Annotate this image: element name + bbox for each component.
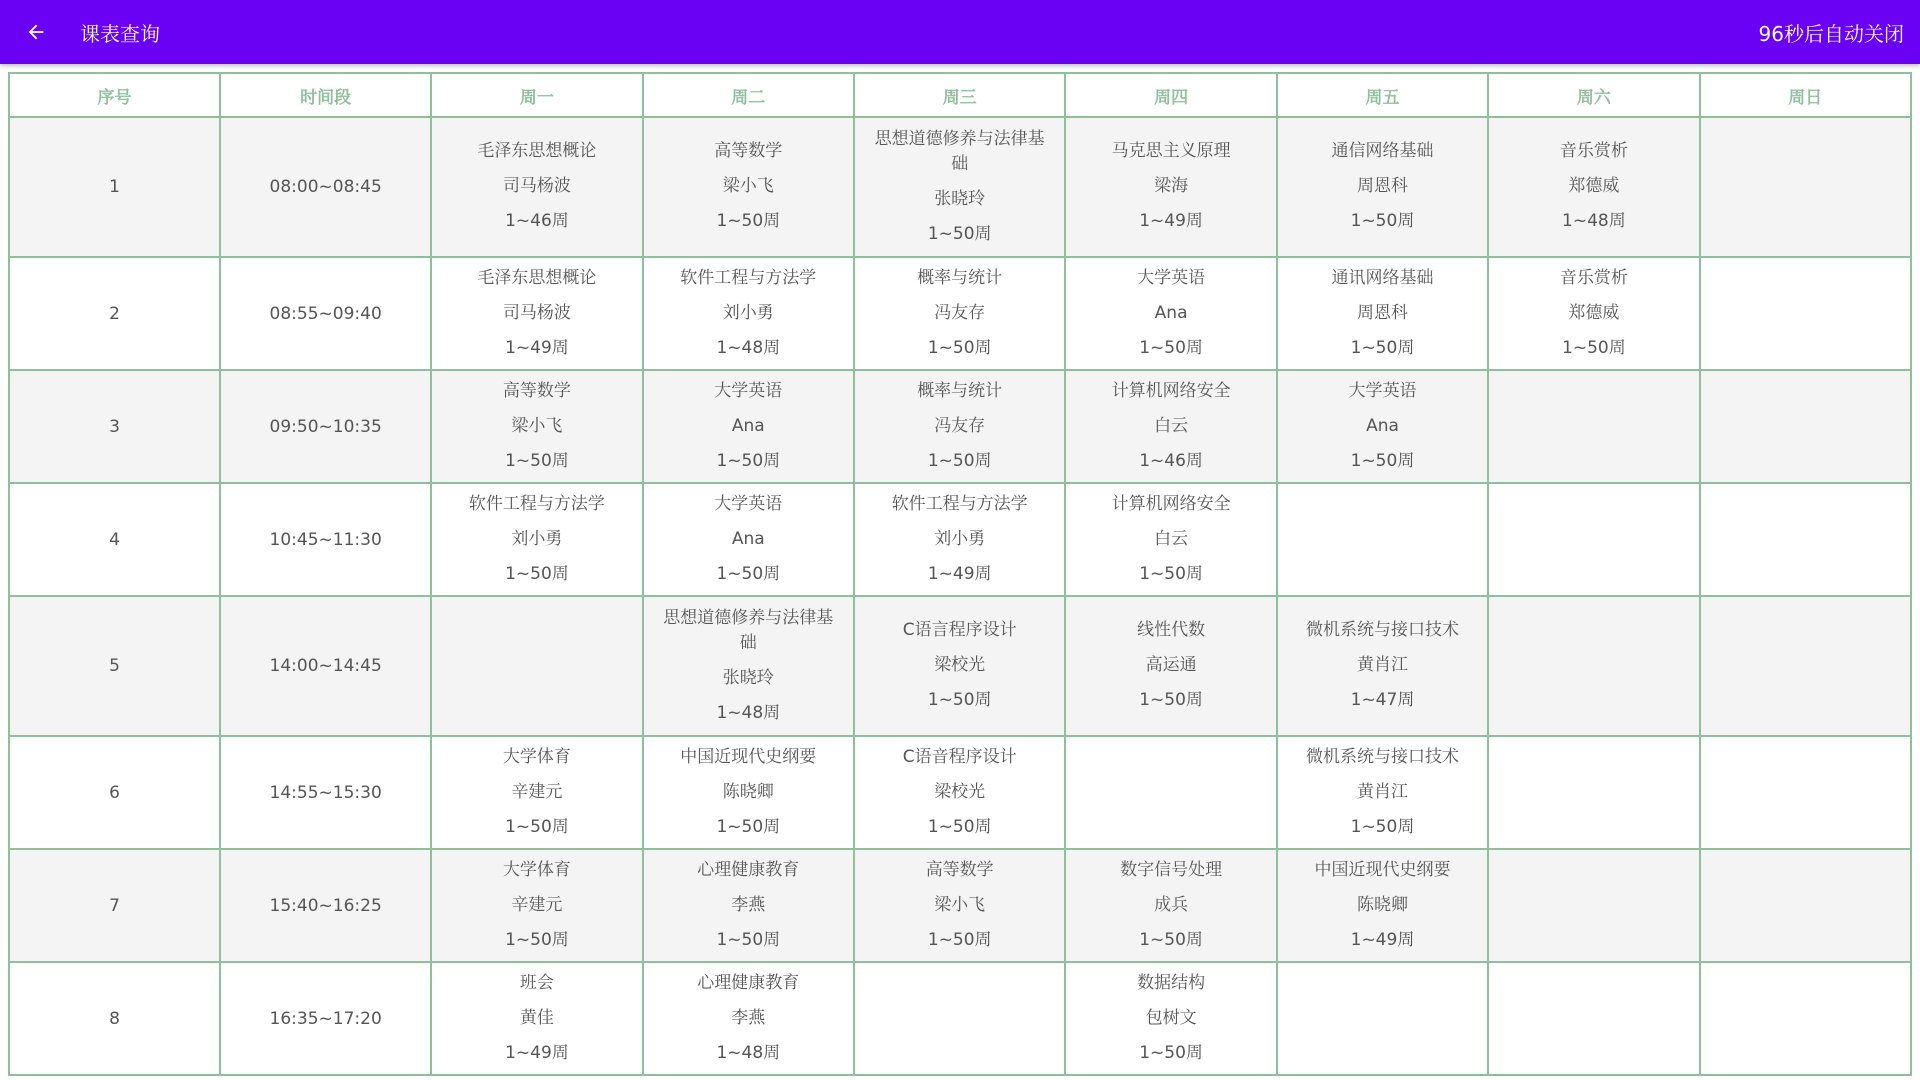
course-name: 思想道德修养与法律基础 <box>663 607 834 653</box>
course-cell-mon[interactable] <box>431 962 642 1075</box>
course-teacher: 司马杨波 <box>502 176 571 196</box>
period-time: 08:00~08:45 <box>220 117 431 257</box>
period-index: 3 <box>9 370 220 483</box>
course-weeks: 1~50周 <box>1139 1042 1203 1063</box>
period-time: 14:55~15:30 <box>220 736 431 849</box>
course-teacher: 李燕 <box>731 1007 766 1028</box>
course-name: 微机系统与接口技术 <box>1305 620 1459 640</box>
course-name: 班会 <box>519 972 554 993</box>
course-weeks: 1~48周 <box>716 1042 781 1063</box>
course-weeks: 1~50周 <box>927 450 992 471</box>
course-cell-tue[interactable] <box>643 962 854 1075</box>
course-teacher: 梁小飞 <box>722 176 774 196</box>
column-header-wed: 周三 <box>854 73 1065 117</box>
course-cell-mon[interactable] <box>431 370 642 483</box>
course-name: C语音程序设计 <box>902 746 1017 767</box>
course-teacher: 白云 <box>1154 415 1189 436</box>
course-weeks: 1~50周 <box>1350 337 1415 358</box>
course-cell-tue[interactable] <box>643 849 854 962</box>
course-name: 音乐赏析 <box>1559 141 1628 161</box>
course-cell-fri[interactable] <box>1277 257 1488 370</box>
course-cell-fri[interactable] <box>1277 370 1488 483</box>
course-weeks: 1~50周 <box>1350 211 1415 231</box>
course-weeks: 1~47周 <box>1350 690 1415 710</box>
course-name: 计算机网络安全 <box>1111 380 1231 401</box>
course-weeks: 1~50周 <box>927 690 992 710</box>
course-name: 音乐赏析 <box>1559 267 1628 288</box>
course-cell-wed[interactable] <box>854 117 1065 257</box>
course-teacher: 黄肖江 <box>1356 655 1408 675</box>
period-index: 5 <box>9 596 220 736</box>
course-cell-sun <box>1700 257 1911 370</box>
course-weeks: 1~50周 <box>927 223 992 244</box>
course-cell-sun <box>1700 370 1911 483</box>
course-teacher: 梁海 <box>1154 176 1189 196</box>
course-weeks: 1~46周 <box>1139 450 1203 471</box>
table-row <box>9 117 1911 257</box>
course-teacher: 冯友存 <box>934 415 986 436</box>
course-name: 高等数学 <box>925 859 994 880</box>
course-teacher: 梁校光 <box>934 781 986 802</box>
course-cell-sat <box>1488 736 1699 849</box>
course-teacher: 黄佳 <box>519 1007 554 1028</box>
course-cell-sat <box>1488 962 1699 1075</box>
course-name: C语言程序设计 <box>902 620 1017 640</box>
course-name: 微机系统与接口技术 <box>1305 746 1459 767</box>
course-weeks: 1~50周 <box>505 929 569 950</box>
schedule-grid <box>8 72 1912 1074</box>
course-cell-wed[interactable] <box>854 370 1065 483</box>
course-name: 毛泽东思想概论 <box>477 141 597 161</box>
course-teacher: 冯友存 <box>934 302 986 323</box>
course-teacher: Ana <box>731 528 765 549</box>
course-cell-sat <box>1488 849 1699 962</box>
course-name: 中国近现代史纲要 <box>1314 859 1451 880</box>
course-weeks: 1~48周 <box>716 337 781 358</box>
course-weeks: 1~50周 <box>1139 337 1203 358</box>
course-teacher: 张晓玲 <box>934 188 986 209</box>
course-weeks: 1~46周 <box>505 211 569 231</box>
course-name: 数字信号处理 <box>1120 859 1223 880</box>
course-cell-thu[interactable] <box>1065 483 1276 596</box>
course-cell-fri[interactable] <box>1277 117 1488 257</box>
course-teacher: 梁小飞 <box>511 415 563 436</box>
period-index: 6 <box>9 736 220 849</box>
course-cell-fri[interactable] <box>1277 849 1488 962</box>
course-weeks: 1~50周 <box>505 563 569 584</box>
course-weeks: 1~49周 <box>927 563 992 584</box>
course-weeks: 1~50周 <box>716 211 781 231</box>
period-index: 8 <box>9 962 220 1075</box>
course-name: 计算机网络安全 <box>1111 493 1231 514</box>
course-name: 大学英语 <box>714 380 783 401</box>
table-row <box>9 370 1911 483</box>
course-weeks: 1~50周 <box>505 816 569 837</box>
course-name: 大学英语 <box>1137 267 1206 288</box>
course-weeks: 1~50周 <box>1350 450 1415 471</box>
course-teacher: Ana <box>731 415 765 436</box>
course-cell-tue[interactable] <box>643 257 854 370</box>
course-name: 数据结构 <box>1137 972 1206 993</box>
course-name: 马克思主义原理 <box>1111 141 1231 161</box>
course-name: 大学英语 <box>714 493 783 514</box>
course-cell-wed[interactable] <box>854 736 1065 849</box>
course-cell-sun <box>1700 596 1911 736</box>
course-cell-sat[interactable] <box>1488 117 1699 257</box>
course-name: 高等数学 <box>714 141 783 161</box>
course-cell-tue[interactable] <box>643 596 854 736</box>
course-teacher: 白云 <box>1154 528 1189 549</box>
course-teacher: 辛建元 <box>511 781 563 802</box>
course-name: 大学体育 <box>502 859 571 880</box>
course-cell-thu[interactable] <box>1065 596 1276 736</box>
course-weeks: 1~50周 <box>927 929 992 950</box>
course-cell-mon[interactable] <box>431 736 642 849</box>
course-cell-mon[interactable] <box>431 849 642 962</box>
course-weeks: 1~49周 <box>505 337 569 358</box>
course-teacher: 梁校光 <box>934 655 986 675</box>
course-name: 心理健康教育 <box>697 859 800 880</box>
table-row <box>9 596 1911 736</box>
table-row <box>9 736 1911 849</box>
course-weeks: 1~50周 <box>716 929 781 950</box>
course-name: 概率与统计 <box>917 380 1003 401</box>
table-header-row <box>9 73 1911 117</box>
period-index: 1 <box>9 117 220 257</box>
period-time: 14:00~14:45 <box>220 596 431 736</box>
auto-close-countdown: 96秒后自动关闭 <box>1758 21 1904 46</box>
column-header-tue: 周二 <box>643 73 854 117</box>
course-cell-wed[interactable] <box>854 483 1065 596</box>
course-weeks: 1~50周 <box>927 816 992 837</box>
course-weeks: 1~50周 <box>1562 337 1626 358</box>
column-header-sun: 周日 <box>1700 73 1911 117</box>
course-teacher: 辛建元 <box>511 894 563 915</box>
schedule-table <box>8 72 1912 1076</box>
course-cell-sun <box>1700 849 1911 962</box>
course-weeks: 1~48周 <box>1562 211 1626 231</box>
column-header-mon: 周一 <box>431 73 642 117</box>
course-teacher: 郑德威 <box>1568 176 1620 196</box>
course-cell-wed[interactable] <box>854 596 1065 736</box>
column-header-index: 序号 <box>9 73 220 117</box>
period-time: 15:40~16:25 <box>220 849 431 962</box>
course-weeks: 1~50周 <box>716 450 781 471</box>
course-name: 中国近现代史纲要 <box>680 746 817 767</box>
course-name: 通讯网络基础 <box>1331 267 1434 288</box>
course-teacher: 张晓玲 <box>722 667 774 688</box>
course-cell-mon[interactable] <box>431 117 642 257</box>
table-row <box>9 257 1911 370</box>
course-name: 高等数学 <box>502 380 571 401</box>
course-cell-fri <box>1277 962 1488 1075</box>
course-weeks: 1~48周 <box>716 702 781 723</box>
course-cell-thu <box>1065 736 1276 849</box>
course-weeks: 1~49周 <box>505 1042 569 1063</box>
period-time: 10:45~11:30 <box>220 483 431 596</box>
course-name: 概率与统计 <box>917 267 1003 288</box>
course-teacher: 司马杨波 <box>502 302 571 323</box>
course-cell-thu[interactable] <box>1065 962 1276 1075</box>
course-cell-thu[interactable] <box>1065 257 1276 370</box>
course-name: 思想道德修养与法律基础 <box>874 128 1045 174</box>
course-teacher: 黄肖江 <box>1356 781 1408 802</box>
course-weeks: 1~50周 <box>716 816 781 837</box>
course-teacher: 陈晓卿 <box>722 781 774 802</box>
back-button[interactable] <box>4 0 68 64</box>
course-name: 心理健康教育 <box>697 972 800 993</box>
course-cell-thu[interactable] <box>1065 370 1276 483</box>
course-weeks: 1~50周 <box>927 337 992 358</box>
period-index: 2 <box>9 257 220 370</box>
column-header-thu: 周四 <box>1065 73 1276 117</box>
course-cell-thu[interactable] <box>1065 849 1276 962</box>
course-weeks: 1~50周 <box>1350 816 1415 837</box>
top-app-bar <box>0 0 1920 64</box>
table-row <box>9 849 1911 962</box>
course-cell-mon[interactable] <box>431 483 642 596</box>
course-cell-wed <box>854 962 1065 1075</box>
course-cell-sun <box>1700 962 1911 1075</box>
course-cell-fri[interactable] <box>1277 596 1488 736</box>
period-time: 16:35~17:20 <box>220 962 431 1075</box>
course-teacher: 成兵 <box>1154 894 1189 915</box>
course-name: 软件工程与方法学 <box>468 493 605 514</box>
course-cell-tue[interactable] <box>643 736 854 849</box>
course-cell-sun <box>1700 117 1911 257</box>
course-name: 线性代数 <box>1137 620 1206 640</box>
course-teacher: 梁小飞 <box>934 894 986 915</box>
course-cell-sat[interactable] <box>1488 257 1699 370</box>
course-name: 大学英语 <box>1348 380 1417 401</box>
course-cell-tue[interactable] <box>643 117 854 257</box>
course-cell-thu[interactable] <box>1065 117 1276 257</box>
course-cell-wed[interactable] <box>854 849 1065 962</box>
course-weeks: 1~49周 <box>1139 211 1203 231</box>
course-cell-fri <box>1277 483 1488 596</box>
period-time: 08:55~09:40 <box>220 257 431 370</box>
course-name: 毛泽东思想概论 <box>477 267 597 288</box>
course-teacher: 包树文 <box>1145 1007 1197 1028</box>
course-teacher: 刘小勇 <box>722 302 774 323</box>
schedule-body <box>9 117 1911 1075</box>
course-teacher: Ana <box>1154 302 1188 323</box>
course-cell-mon[interactable] <box>431 257 642 370</box>
course-cell-sat <box>1488 483 1699 596</box>
course-teacher: 周恩科 <box>1356 302 1408 323</box>
course-cell-sun <box>1700 483 1911 596</box>
course-weeks: 1~50周 <box>1139 690 1203 710</box>
course-cell-mon <box>431 596 642 736</box>
course-teacher: 刘小勇 <box>934 528 986 549</box>
course-weeks: 1~49周 <box>1350 929 1415 950</box>
column-header-time: 时间段 <box>220 73 431 117</box>
arrow-left-icon <box>25 21 47 43</box>
course-cell-wed[interactable] <box>854 257 1065 370</box>
period-index: 7 <box>9 849 220 962</box>
period-time: 09:50~10:35 <box>220 370 431 483</box>
course-weeks: 1~50周 <box>1139 929 1203 950</box>
course-teacher: 陈晓卿 <box>1356 894 1408 915</box>
course-name: 大学体育 <box>502 746 571 767</box>
column-header-sat: 周六 <box>1488 73 1699 117</box>
course-name: 软件工程与方法学 <box>680 267 817 288</box>
course-cell-sat <box>1488 596 1699 736</box>
course-teacher: 刘小勇 <box>511 528 563 549</box>
table-row <box>9 962 1911 1075</box>
course-cell-tue[interactable] <box>643 370 854 483</box>
course-cell-sat <box>1488 370 1699 483</box>
course-name: 通信网络基础 <box>1331 141 1434 161</box>
course-cell-tue[interactable] <box>643 483 854 596</box>
course-cell-sun <box>1700 736 1911 849</box>
course-weeks: 1~50周 <box>716 563 781 584</box>
course-teacher: 郑德威 <box>1568 302 1620 323</box>
course-teacher: 周恩科 <box>1356 176 1408 196</box>
course-teacher: 高运通 <box>1145 655 1197 675</box>
course-teacher: Ana <box>1366 415 1399 436</box>
period-index: 4 <box>9 483 220 596</box>
column-header-fri: 周五 <box>1277 73 1488 117</box>
course-weeks: 1~50周 <box>1139 563 1203 584</box>
course-teacher: 李燕 <box>731 894 766 915</box>
table-row <box>9 483 1911 596</box>
page-title: 课表查询 <box>80 21 160 46</box>
course-name: 软件工程与方法学 <box>891 493 1028 514</box>
course-weeks: 1~50周 <box>505 450 569 471</box>
course-cell-fri[interactable] <box>1277 736 1488 849</box>
